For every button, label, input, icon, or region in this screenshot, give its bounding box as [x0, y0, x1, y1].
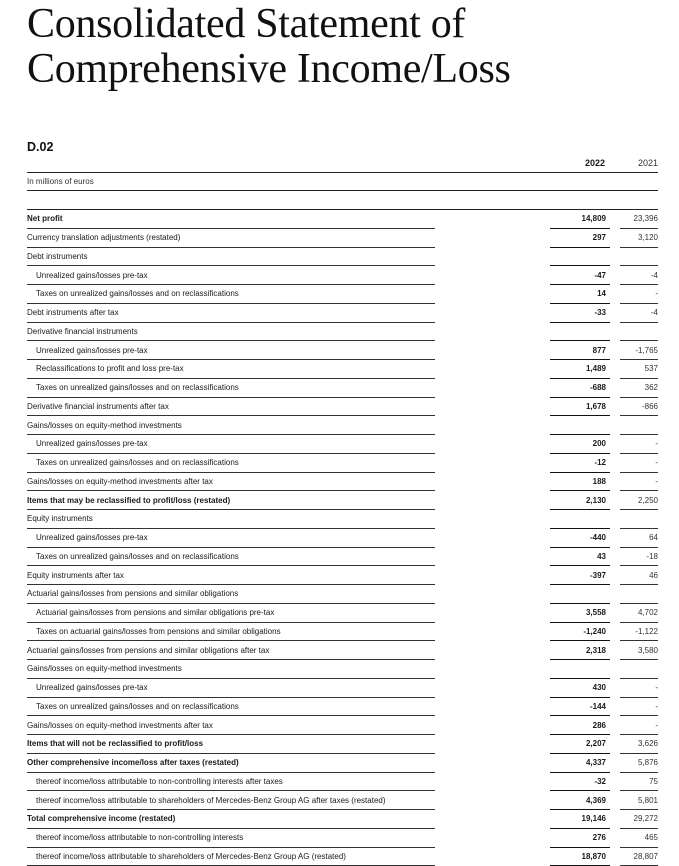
- column-gap: [610, 228, 620, 247]
- value-2021: 75: [620, 772, 658, 791]
- row-label: Debt instruments after tax: [27, 303, 435, 322]
- column-gap: [610, 472, 620, 491]
- column-gap: [610, 491, 620, 510]
- column-gap: [610, 285, 620, 304]
- table-row: [27, 828, 658, 847]
- column-gap: [610, 528, 620, 547]
- column-header-2021: 2021: [637, 158, 658, 168]
- value-2021: [620, 660, 658, 679]
- column-gap: [610, 641, 620, 660]
- value-2021: -: [620, 435, 658, 454]
- column-gap: [610, 416, 620, 435]
- table-row: [27, 360, 658, 379]
- column-header-2022: 2022: [584, 158, 605, 168]
- value-2021: 28,807: [620, 847, 658, 866]
- column-gap: [610, 453, 620, 472]
- value-2022: -144: [550, 697, 610, 716]
- row-label: Unrealized gains/losses pre-tax: [27, 435, 435, 454]
- value-2021: 5,876: [620, 753, 658, 772]
- value-2022: [550, 510, 610, 529]
- row-label: Gains/losses on equity-method investments: [27, 660, 435, 679]
- value-2021: -: [620, 697, 658, 716]
- value-2022: 286: [550, 716, 610, 735]
- table-row: [27, 603, 658, 622]
- column-gap: [610, 397, 620, 416]
- row-label: Net profit: [27, 210, 435, 229]
- table-row: [27, 791, 658, 810]
- row-label: Actuarial gains/losses from pensions and similar obligations: [27, 585, 435, 604]
- table-row: [27, 810, 658, 829]
- row-spacer: [435, 697, 550, 716]
- row-label: Unrealized gains/losses pre-tax: [27, 678, 435, 697]
- row-label: thereof income/loss attributable to non-controlling interests after taxes: [27, 772, 435, 791]
- table-row: [27, 528, 658, 547]
- column-gap: [610, 847, 620, 866]
- table-code: D.02: [27, 140, 54, 154]
- value-2021: -866: [620, 397, 658, 416]
- column-gap: [610, 660, 620, 679]
- header-divider: [27, 172, 658, 173]
- row-label: Currency translation adjustments (restated): [27, 228, 435, 247]
- value-2022: -440: [550, 528, 610, 547]
- row-label: Actuarial gains/losses from pensions and similar obligations after tax: [27, 641, 435, 660]
- table-row: [27, 491, 658, 510]
- column-gap: [610, 716, 620, 735]
- column-gap: [610, 678, 620, 697]
- value-2022: 200: [550, 435, 610, 454]
- row-spacer: [435, 435, 550, 454]
- row-spacer: [435, 416, 550, 435]
- table-row: [27, 322, 658, 341]
- value-2021: 537: [620, 360, 658, 379]
- row-label: Taxes on unrealized gains/losses and on reclassifications: [27, 697, 435, 716]
- row-spacer: [435, 453, 550, 472]
- table-row: [27, 847, 658, 866]
- column-gap: [610, 210, 620, 229]
- table-row: [27, 210, 658, 229]
- value-2021: -1,122: [620, 622, 658, 641]
- value-2021: -: [620, 453, 658, 472]
- value-2021: 23,396: [620, 210, 658, 229]
- value-2022: -397: [550, 566, 610, 585]
- row-label: Taxes on unrealized gains/losses and on reclassifications: [27, 285, 435, 304]
- row-label: Taxes on actuarial gains/losses from pensions and similar obligations: [27, 622, 435, 641]
- row-spacer: [435, 528, 550, 547]
- row-spacer: [435, 322, 550, 341]
- row-label: Items that will not be reclassified to profit/loss: [27, 735, 435, 754]
- table-row: [27, 660, 658, 679]
- row-spacer: [435, 753, 550, 772]
- row-label: Other comprehensive income/loss after taxes (restated): [27, 753, 435, 772]
- value-2021: -4: [620, 266, 658, 285]
- value-2021: [620, 416, 658, 435]
- value-2022: -12: [550, 453, 610, 472]
- row-label: Taxes on unrealized gains/losses and on reclassifications: [27, 453, 435, 472]
- row-label: Total comprehensive income (restated): [27, 810, 435, 829]
- value-2021: -: [620, 472, 658, 491]
- table-row: [27, 585, 658, 604]
- column-gap: [610, 303, 620, 322]
- row-spacer: [435, 810, 550, 829]
- value-2021: 3,120: [620, 228, 658, 247]
- row-spacer: [435, 247, 550, 266]
- value-2022: 1,489: [550, 360, 610, 379]
- statement-table: [27, 209, 658, 866]
- row-spacer: [435, 472, 550, 491]
- row-spacer: [435, 772, 550, 791]
- table-row: [27, 341, 658, 360]
- value-2021: -: [620, 716, 658, 735]
- row-spacer: [435, 660, 550, 679]
- row-spacer: [435, 847, 550, 866]
- row-spacer: [435, 566, 550, 585]
- table-row: [27, 697, 658, 716]
- value-2022: [550, 416, 610, 435]
- column-gap: [610, 828, 620, 847]
- value-2022: 2,318: [550, 641, 610, 660]
- value-2022: [550, 322, 610, 341]
- row-label: Derivative financial instruments after tax: [27, 397, 435, 416]
- value-2021: 64: [620, 528, 658, 547]
- column-gap: [610, 547, 620, 566]
- value-2022: -688: [550, 378, 610, 397]
- value-2021: -18: [620, 547, 658, 566]
- row-label: Equity instruments after tax: [27, 566, 435, 585]
- value-2022: -47: [550, 266, 610, 285]
- row-spacer: [435, 341, 550, 360]
- value-2021: 46: [620, 566, 658, 585]
- value-2021: [620, 322, 658, 341]
- value-2022: -32: [550, 772, 610, 791]
- value-2022: 19,146: [550, 810, 610, 829]
- row-label: Gains/losses on equity-method investments after tax: [27, 716, 435, 735]
- value-2022: 3,558: [550, 603, 610, 622]
- row-spacer: [435, 285, 550, 304]
- table-row: [27, 453, 658, 472]
- row-spacer: [435, 303, 550, 322]
- row-spacer: [435, 678, 550, 697]
- row-label: Debt instruments: [27, 247, 435, 266]
- row-spacer: [435, 510, 550, 529]
- table-row: [27, 266, 658, 285]
- table-row: [27, 678, 658, 697]
- table-row: [27, 641, 658, 660]
- value-2022: 877: [550, 341, 610, 360]
- row-spacer: [435, 828, 550, 847]
- row-spacer: [435, 228, 550, 247]
- value-2022: -33: [550, 303, 610, 322]
- table-row: [27, 472, 658, 491]
- value-2022: -1,240: [550, 622, 610, 641]
- value-2022: 4,337: [550, 753, 610, 772]
- table-row: [27, 228, 658, 247]
- page-title: Consolidated Statement of Comprehensive Income/Loss: [27, 1, 511, 92]
- column-gap: [610, 772, 620, 791]
- column-gap: [610, 810, 620, 829]
- value-2021: 465: [620, 828, 658, 847]
- row-spacer: [435, 641, 550, 660]
- row-label: thereof income/loss attributable to shareholders of Mercedes-Benz Group AG after taxes (restated): [27, 791, 435, 810]
- table-row: [27, 247, 658, 266]
- row-label: Items that may be reclassified to profit/loss (restated): [27, 491, 435, 510]
- column-gap: [610, 435, 620, 454]
- column-gap: [610, 697, 620, 716]
- row-spacer: [435, 491, 550, 510]
- column-gap: [610, 753, 620, 772]
- table-row: [27, 735, 658, 754]
- row-label: thereof income/loss attributable to shareholders of Mercedes-Benz Group AG (restated): [27, 847, 435, 866]
- row-label: Derivative financial instruments: [27, 322, 435, 341]
- row-label: Actuarial gains/losses from pensions and similar obligations pre-tax: [27, 603, 435, 622]
- table-row: [27, 435, 658, 454]
- value-2021: 362: [620, 378, 658, 397]
- unit-label: In millions of euros: [27, 177, 94, 186]
- column-gap: [610, 603, 620, 622]
- column-gap: [610, 510, 620, 529]
- table-row: [27, 303, 658, 322]
- row-spacer: [435, 791, 550, 810]
- value-2022: [550, 247, 610, 266]
- value-2021: 2,250: [620, 491, 658, 510]
- value-2022: 188: [550, 472, 610, 491]
- row-spacer: [435, 585, 550, 604]
- value-2021: 3,580: [620, 641, 658, 660]
- value-2021: [620, 247, 658, 266]
- column-gap: [610, 622, 620, 641]
- value-2022: 297: [550, 228, 610, 247]
- value-2022: 2,130: [550, 491, 610, 510]
- row-spacer: [435, 716, 550, 735]
- row-spacer: [435, 360, 550, 379]
- row-spacer: [435, 397, 550, 416]
- column-gap: [610, 266, 620, 285]
- value-2021: [620, 585, 658, 604]
- value-2021: 3,626: [620, 735, 658, 754]
- row-spacer: [435, 210, 550, 229]
- row-label: Equity instruments: [27, 510, 435, 529]
- value-2022: [550, 660, 610, 679]
- column-gap: [610, 735, 620, 754]
- table-row: [27, 547, 658, 566]
- row-label: Taxes on unrealized gains/losses and on reclassifications: [27, 547, 435, 566]
- value-2021: -: [620, 678, 658, 697]
- table-row: [27, 566, 658, 585]
- row-spacer: [435, 266, 550, 285]
- column-gap: [610, 585, 620, 604]
- column-gap: [610, 247, 620, 266]
- row-label: Taxes on unrealized gains/losses and on reclassifications: [27, 378, 435, 397]
- value-2022: 1,678: [550, 397, 610, 416]
- value-2021: -4: [620, 303, 658, 322]
- value-2022: 18,870: [550, 847, 610, 866]
- row-label: Gains/losses on equity-method investments after tax: [27, 472, 435, 491]
- row-spacer: [435, 622, 550, 641]
- value-2021: 29,272: [620, 810, 658, 829]
- unit-divider: [27, 190, 658, 191]
- value-2021: -: [620, 285, 658, 304]
- value-2022: 430: [550, 678, 610, 697]
- row-label: Reclassifications to profit and loss pre-tax: [27, 360, 435, 379]
- value-2022: 43: [550, 547, 610, 566]
- table-row: [27, 285, 658, 304]
- row-label: Unrealized gains/losses pre-tax: [27, 266, 435, 285]
- table-row: [27, 397, 658, 416]
- value-2022: 14,809: [550, 210, 610, 229]
- column-gap: [610, 322, 620, 341]
- table-row: [27, 716, 658, 735]
- value-2022: 2,207: [550, 735, 610, 754]
- column-gap: [610, 791, 620, 810]
- value-2021: [620, 510, 658, 529]
- value-2021: -1,765: [620, 341, 658, 360]
- row-label: Unrealized gains/losses pre-tax: [27, 528, 435, 547]
- row-spacer: [435, 378, 550, 397]
- value-2021: 5,801: [620, 791, 658, 810]
- table-row: [27, 772, 658, 791]
- row-spacer: [435, 603, 550, 622]
- value-2022: 14: [550, 285, 610, 304]
- value-2022: [550, 585, 610, 604]
- table-row: [27, 753, 658, 772]
- row-label: Unrealized gains/losses pre-tax: [27, 341, 435, 360]
- column-gap: [610, 378, 620, 397]
- row-label: Gains/losses on equity-method investments: [27, 416, 435, 435]
- column-gap: [610, 566, 620, 585]
- table-row: [27, 510, 658, 529]
- table-row: [27, 622, 658, 641]
- table-row: [27, 378, 658, 397]
- column-gap: [610, 360, 620, 379]
- row-label: thereof income/loss attributable to non-controlling interests: [27, 828, 435, 847]
- row-spacer: [435, 735, 550, 754]
- value-2022: 276: [550, 828, 610, 847]
- value-2022: 4,369: [550, 791, 610, 810]
- table-row: [27, 416, 658, 435]
- row-spacer: [435, 547, 550, 566]
- column-gap: [610, 341, 620, 360]
- value-2021: 4,702: [620, 603, 658, 622]
